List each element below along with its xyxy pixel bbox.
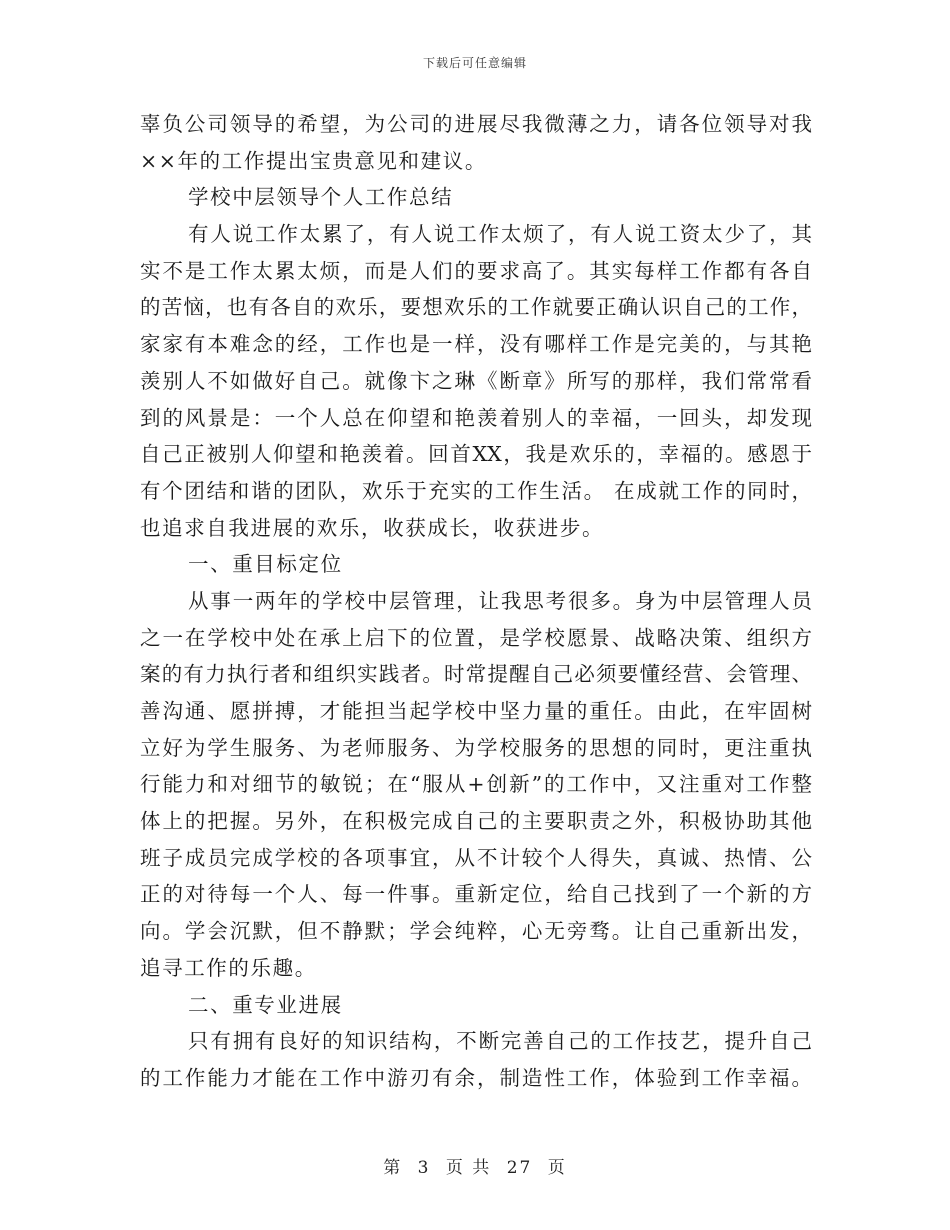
text-line: 的苦恼，也有各自的欢乐，要想欢乐的工作就要正确认识自己的工作， xyxy=(140,295,812,320)
text-line: 羡别人不如做好自己。就像卞之琳《断章》所写的那样，我们常常看 xyxy=(140,368,812,393)
text-line: 善沟通、愿拼搏，才能担当起学校中坚力量的重任。由此，在牢固树 xyxy=(140,699,812,723)
document-body xyxy=(140,106,812,1097)
text-line: 二、重专业进展 xyxy=(188,992,343,1017)
text-line: 一、重目标定位 xyxy=(188,552,343,577)
text-line: ××年的工作提出宝贵意见和建议。 xyxy=(140,148,487,173)
text-line: 向。学会沉默，但不静默；学会纯粹，心无旁骛。让自己重新出发， xyxy=(140,919,812,944)
text-line: 到的风景是：一个人总在仰望和艳羡着别人的幸福，一回头，却发现 xyxy=(140,405,812,430)
text-line: 体上的把握。另外，在积极完成自己的主要职责之外，积极协助其他 xyxy=(140,809,812,834)
footer-middle: 页 共 xyxy=(445,1158,492,1178)
text-line: 的工作能力才能在工作中游刃有余，制造性工作，体验到工作幸福。 xyxy=(140,1065,812,1090)
text-line: 也追求自我进展的欢乐，收获成长，收获进步。 xyxy=(140,515,605,540)
footer-suffix: 页 xyxy=(547,1158,567,1178)
page-footer xyxy=(0,1153,950,1178)
text-line: 立好为学生服务、为老师服务、为学校服务的思想的同时，更注重执 xyxy=(140,735,812,760)
text-line: 有人说工作太累了，有人说工作太烦了，有人说工资太少了，其 xyxy=(188,222,812,247)
text-line: 有个团结和谐的团队，欢乐于充实的工作生活。 在成就工作的同时， xyxy=(140,478,812,503)
text-line: 班子成员完成学校的各项事宜，从不计较个人得失，真诚、热情、公 xyxy=(140,845,812,870)
text-line: 从事一两年的学校中层管理，让我思考很多。身为中层管理人员 xyxy=(188,588,812,613)
text-line: 家家有本难念的经，工作也是一样，没有哪样工作是完美的，与其艳 xyxy=(140,332,812,357)
text-line: 行能力和对细节的敏锐；在“服从+创新”的工作中，又注重对工作整 xyxy=(140,772,812,797)
footer-total-pages: 27 xyxy=(506,1158,533,1178)
text-line: 自己正被别人仰望和艳羡着。回首XX，我是欢乐的，幸福的。感恩于 xyxy=(140,442,812,467)
text-line: 实不是工作太累太烦，而是人们的要求高了。其实每样工作都有各自 xyxy=(140,258,812,283)
text-line: 只有拥有良好的知识结构，不断完善自己的工作技艺，提升自己 xyxy=(188,1029,812,1054)
text-line: 学校中层领导个人工作总结 xyxy=(188,185,454,210)
text-line: 追寻工作的乐趣。 xyxy=(140,955,317,980)
footer-prefix: 第 xyxy=(383,1158,403,1178)
text-line: 之一在学校中处在承上启下的位置，是学校愿景、战略决策、组织方 xyxy=(140,625,812,650)
text-line: 正的对待每一个人、每一件事。重新定位，给自己找到了一个新的方 xyxy=(140,882,812,907)
page-header: 下载后可任意编辑 xyxy=(422,56,527,70)
footer-page-number: 3 xyxy=(417,1158,431,1178)
text-line: 案的有力执行者和组织实践者。时常提醒自己必须要懂经营、会管理、 xyxy=(140,662,812,687)
text-line: 辜负公司领导的希望，为公司的进展尽我微薄之力，请各位领导对我 xyxy=(140,112,812,136)
